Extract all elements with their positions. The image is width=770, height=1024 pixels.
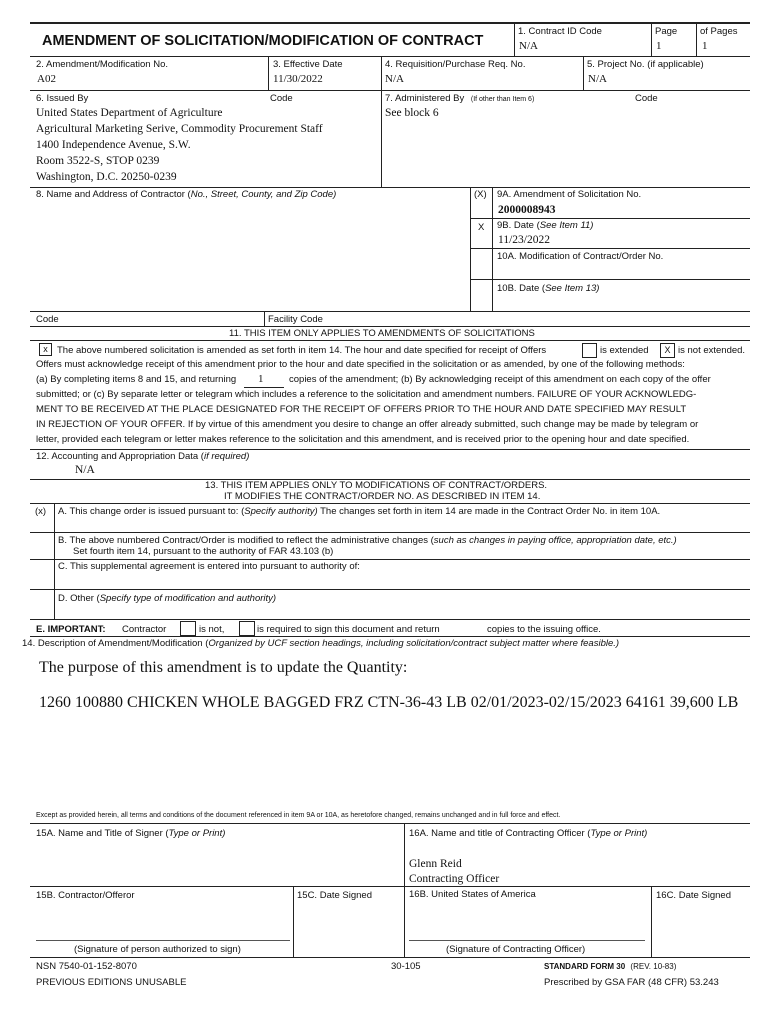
date-signed-15c-label: 15C. Date Signed bbox=[297, 890, 372, 901]
signer-name-label-b: Type or Print) bbox=[168, 828, 226, 839]
divider bbox=[30, 311, 750, 312]
contractor-label-a: 8. Name and Address of Contractor ( bbox=[36, 189, 191, 200]
of-pages-value: 1 bbox=[702, 40, 708, 52]
divider bbox=[470, 187, 471, 311]
project-no-value: N/A bbox=[588, 73, 607, 85]
item11-heading: 11. THIS ITEM ONLY APPLIES TO AMENDMENTS OF SOLICITATIONS bbox=[229, 328, 535, 339]
divider bbox=[268, 56, 269, 90]
divider bbox=[381, 90, 382, 187]
facility-code-label: Facility Code bbox=[268, 314, 323, 325]
item13-a-text-b: Specify authority) bbox=[244, 506, 318, 517]
divider bbox=[381, 56, 382, 90]
item11-line4: submitted; or (c) By separate letter or telegram which includes a reference to the solicitation and amendment numbers. FAILURE OF YOUR ACKNOWLEDG- bbox=[36, 389, 697, 400]
item13-b-text-a: B. The above numbered Contract/Order is modified to reflect the administrative changes ( bbox=[58, 535, 434, 546]
item13-a-text-a: A. This change order is issued pursuant to: ( bbox=[58, 506, 245, 517]
date-signed-16c-label: 16C. Date Signed bbox=[656, 890, 731, 901]
divider bbox=[651, 23, 652, 56]
signer-name-label bbox=[36, 828, 225, 839]
issued-by-line-1: United States Department of Agriculture bbox=[36, 107, 223, 119]
divider bbox=[583, 56, 584, 90]
officer-name-label-a: 16A. Name and title of Contracting Officer ( bbox=[409, 828, 591, 839]
administered-by-label bbox=[385, 93, 534, 104]
item13-d-text-a: D. Other ( bbox=[58, 593, 100, 604]
item11-line5: MENT TO BE RECEIVED AT THE PLACE DESIGNATED FOR THE RECEIPT OF OFFERS PRIOR TO THE HOUR AND DATE SPECIFIED MAY RESULT bbox=[36, 404, 687, 415]
date-10b-label-a: 10B. Date ( bbox=[497, 283, 546, 294]
amend-solicitation-value: 2000008943 bbox=[498, 204, 556, 216]
amendment-no-label: 2. Amendment/Modification No. bbox=[36, 59, 169, 70]
center-code: 30-105 bbox=[391, 961, 421, 972]
of-pages-label: of Pages bbox=[700, 26, 738, 37]
is-required-checkbox[interactable] bbox=[239, 621, 255, 636]
divider bbox=[696, 23, 697, 56]
divider bbox=[30, 823, 750, 824]
contractor-code-label: Code bbox=[36, 314, 59, 325]
signer-name-label-a: 15A. Name and Title of Signer ( bbox=[36, 828, 169, 839]
divider bbox=[30, 503, 750, 504]
important-contractor: Contractor bbox=[122, 624, 167, 635]
divider bbox=[264, 311, 265, 326]
date-9b-value: 11/23/2022 bbox=[498, 234, 550, 246]
divider bbox=[30, 326, 750, 327]
item14-item-line: 1260 100880 CHICKEN WHOLE BAGGED FRZ CTN-36-43 LB 02/01/2023-02/15/2023 64161 39,600 LB bbox=[39, 694, 739, 711]
item12-value: N/A bbox=[75, 464, 95, 476]
divider bbox=[30, 532, 750, 533]
divider bbox=[54, 503, 55, 619]
item11-line6: IN REJECTION OF YOUR OFFER. If by virtue of this amendment you desire to change an offer already submitted, such change may be made by telegram or bbox=[36, 419, 699, 430]
requisition-value: N/A bbox=[385, 73, 404, 85]
amend-solicitation-label: 9A. Amendment of Solicitation No. bbox=[497, 189, 642, 200]
x-mark-9b: X bbox=[478, 222, 485, 233]
divider bbox=[492, 187, 493, 311]
divider bbox=[30, 449, 750, 450]
divider bbox=[470, 279, 750, 280]
nsn-number: NSN 7540-01-152-8070 bbox=[36, 961, 137, 972]
divider bbox=[30, 340, 750, 341]
page-value: 1 bbox=[656, 40, 662, 52]
contractor-signature-line[interactable] bbox=[36, 940, 290, 941]
important-label: E. IMPORTANT: bbox=[36, 624, 106, 635]
page-label: Page bbox=[655, 26, 678, 37]
date-10b-label-b: See Item 13) bbox=[545, 283, 600, 294]
important-required: is required to sign this document and return bbox=[257, 624, 440, 635]
divider bbox=[470, 218, 750, 219]
date-9b-label-b: See Item 11) bbox=[539, 220, 594, 231]
divider bbox=[30, 187, 750, 188]
contractor-label-b: No., Street, County, and Zip Code) bbox=[190, 189, 337, 200]
item13-b-text-b: such as changes in paying office, appropriation date, etc.) bbox=[433, 535, 677, 546]
not-extended-checkbox[interactable]: X bbox=[660, 343, 675, 358]
officer-signature-line[interactable] bbox=[409, 940, 645, 941]
divider bbox=[514, 23, 515, 56]
item11-checkbox[interactable]: x bbox=[39, 343, 52, 356]
issued-by-label: 6. Issued By bbox=[36, 93, 89, 104]
issued-by-line-4: Room 3522-S, STOP 0239 bbox=[36, 155, 160, 167]
item12-label bbox=[36, 451, 249, 462]
is-not-checkbox[interactable] bbox=[180, 621, 196, 636]
item13-b-text-line2: Set fourth item 14, pursuant to the authority of FAR 43.103 (b) bbox=[73, 546, 334, 557]
effective-date-label: 3. Effective Date bbox=[273, 59, 343, 70]
issued-by-line-3: 1400 Independence Avenue, S.W. bbox=[36, 139, 191, 151]
divider bbox=[404, 823, 405, 958]
date-9b-label-a: 9B. Date ( bbox=[497, 220, 540, 231]
item13-x-column: (x) bbox=[35, 506, 47, 517]
item12-label-a: 12. Accounting and Appropriation Data ( bbox=[36, 451, 204, 462]
item13-heading-2: IT MODIFIES THE CONTRACT/ORDER NO. AS DESCRIBED IN ITEM 14. bbox=[224, 491, 541, 502]
divider bbox=[30, 957, 750, 958]
issued-by-line-5: Washington, D.C. 20250-0239 bbox=[36, 171, 177, 183]
except-text: Except as provided herein, all terms and conditions of the document referenced in item 9A or 10A, as heretofore changed, remains unchanged and in full force and effect. bbox=[36, 812, 561, 819]
contract-id-label: 1. Contract ID Code bbox=[518, 26, 602, 37]
extended-checkbox[interactable] bbox=[582, 343, 597, 358]
administered-by-note: (If other than Item 6) bbox=[470, 96, 535, 103]
divider bbox=[30, 886, 750, 887]
project-no-label: 5. Project No. (if applicable) bbox=[587, 59, 704, 70]
divider bbox=[30, 559, 750, 560]
item13-d-text bbox=[58, 593, 276, 604]
officer-title: Contracting Officer bbox=[409, 873, 500, 885]
modification-10a-label: 10A. Modification of Contract/Order No. bbox=[497, 251, 664, 262]
item11-line2: Offers must acknowledge receipt of this amendment prior to the hour and date specified in the solicitation or as amended, by one of the following methods: bbox=[36, 359, 685, 370]
issued-code-label: Code bbox=[270, 93, 293, 104]
item13-a-text-c: The changes set forth in item 14 are made in the Contract Order No. in item 10A. bbox=[317, 506, 661, 517]
item13-heading-1: 13. THIS ITEM APPLIES ONLY TO MODIFICATIONS OF CONTRACT/ORDERS. bbox=[205, 480, 548, 491]
contract-id-value: N/A bbox=[519, 40, 538, 52]
divider bbox=[470, 248, 750, 249]
form-title: AMENDMENT OF SOLICITATION/MODIFICATION OF CONTRACT bbox=[42, 33, 484, 49]
divider bbox=[651, 886, 652, 958]
administered-by-text: 7. Administered By bbox=[385, 93, 465, 104]
officer-name-label-b: Type or Print) bbox=[590, 828, 648, 839]
item13-b-text bbox=[58, 535, 677, 546]
item14-label-a: 14. Description of Amendment/Modification ( bbox=[22, 638, 209, 649]
standard-form bbox=[544, 962, 676, 971]
effective-date-value: 11/30/2022 bbox=[273, 73, 323, 85]
important-is-not: is not, bbox=[199, 624, 225, 635]
item14-label-b: Organized by UCF section headings, including solicitation/contract subject matter where feasible.) bbox=[208, 638, 620, 649]
item11-line3a: (a) By completing items 8 and 15, and returning bbox=[36, 374, 237, 385]
item14-purpose: The purpose of this amendment is to update the Quantity: bbox=[39, 659, 408, 676]
item13-a-text bbox=[58, 506, 660, 517]
x-column-label: (X) bbox=[474, 189, 487, 200]
item13-c-text: C. This supplemental agreement is entered into pursuant to authority of: bbox=[58, 561, 360, 572]
issued-by-line-2: Agricultural Marketing Serive, Commodity Procurement Staff bbox=[36, 123, 323, 135]
administered-by-value: See block 6 bbox=[385, 107, 439, 119]
divider bbox=[293, 886, 294, 958]
prescribed-by: Prescribed by GSA FAR (48 CFR) 53.243 bbox=[544, 977, 719, 988]
item11-line1: The above numbered solicitation is amended as set forth in item 14. The hour and date specified for receipt of Offers bbox=[57, 345, 547, 356]
extended-label: is extended bbox=[600, 345, 649, 356]
requisition-label: 4. Requisition/Purchase Req. No. bbox=[385, 59, 526, 70]
top-border bbox=[30, 22, 750, 24]
divider bbox=[30, 90, 750, 91]
officer-name-label bbox=[409, 828, 647, 839]
amendment-no-value: A02 bbox=[37, 73, 56, 85]
item13-d-text-b: Specify type of modification and authority) bbox=[99, 593, 277, 604]
date-10b-label bbox=[497, 283, 599, 294]
united-states-label: 16B. United States of America bbox=[409, 889, 536, 900]
standard-form-name: STANDARD FORM 30 bbox=[544, 962, 626, 971]
item11-line3b: copies of the amendment; (b) By acknowledging receipt of this amendment on each copy of the offer bbox=[289, 374, 711, 385]
signature-officer-caption: (Signature of Contracting Officer) bbox=[446, 944, 586, 955]
signature-person-caption: (Signature of person authorized to sign) bbox=[74, 944, 241, 955]
contractor-offeror-label: 15B. Contractor/Offeror bbox=[36, 890, 135, 901]
important-copies: copies to the issuing office. bbox=[487, 624, 601, 635]
item11-line7: letter, provided each telegram or letter makes reference to the solicitation and this amendment, and is received prior to the opening hour and date specified. bbox=[36, 434, 690, 445]
date-9b-label bbox=[497, 220, 593, 231]
contractor-label bbox=[36, 189, 336, 200]
not-extended-label: is not extended. bbox=[678, 345, 746, 356]
previous-editions: PREVIOUS EDITIONS UNUSABLE bbox=[36, 977, 187, 988]
item14-label bbox=[22, 638, 619, 649]
officer-name: Glenn Reid bbox=[409, 858, 462, 870]
standard-form-rev: (REV. 10-83) bbox=[630, 962, 677, 971]
administered-code-label: Code bbox=[635, 93, 658, 104]
divider bbox=[30, 636, 750, 637]
divider bbox=[30, 619, 750, 620]
item12-label-b: if required) bbox=[203, 451, 250, 462]
copies-value: 1 bbox=[258, 373, 264, 385]
divider bbox=[30, 589, 750, 590]
divider bbox=[30, 56, 750, 57]
copies-underline bbox=[244, 387, 284, 388]
